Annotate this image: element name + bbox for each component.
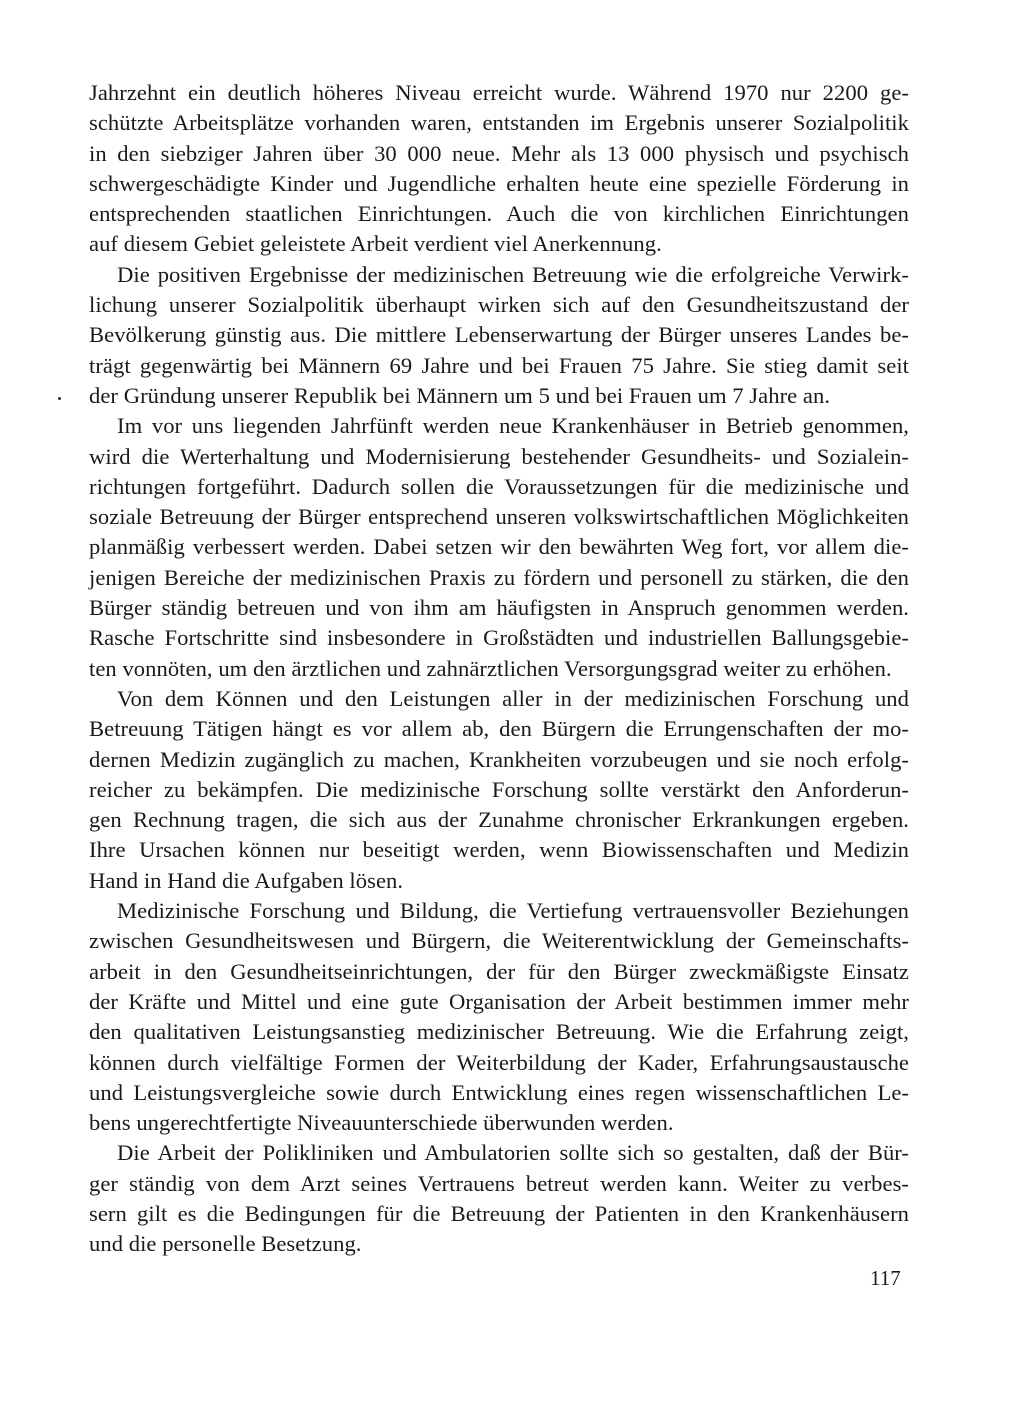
text-line: reicher zu bekämpfen. Die medizinische Forschung sollte verstärkt den Anforderun- <box>89 776 909 802</box>
text-line: auf diesem Gebiet geleistete Arbeit verdient viel Anerkennung. <box>89 231 662 257</box>
text-line: den qualitativen Leistungsanstieg medizinischer Betreuung. Wie die Erfahrung zeigt, <box>89 1019 909 1045</box>
text-line: ten vonnöten, um den ärztlichen und zahnärztlichen Versorgungsgrad weiter zu erhöhen. <box>89 655 892 681</box>
text-line: Jahrzehnt ein deutlich höheres Niveau erreicht wurde. Während 1970 nur 2200 ge- <box>89 80 909 105</box>
text-line: Die positiven Ergebnisse der medizinischen Betreuung wie die erfolgreiche Verwirk- <box>117 261 909 287</box>
text-line: der Kräfte und Mittel und eine gute Organisation der Arbeit bestimmen immer mehr <box>89 988 909 1014</box>
text-line: Von dem Können und den Leistungen aller in der medizinischen Forschung und <box>117 685 909 711</box>
text-line: lichung unserer Sozialpolitik überhaupt wirken sich auf den Gesundheitszustand der <box>89 292 909 318</box>
margin-mark <box>58 397 61 400</box>
paragraph <box>89 411 909 684</box>
text-line: dernen Medizin zugänglich zu machen, Krankheiten vorzubeugen und sie noch erfolg- <box>89 746 909 772</box>
paragraph <box>89 896 909 1138</box>
text-line: Medizinische Forschung und Bildung, die Vertiefung vertrauensvoller Beziehungen <box>117 898 909 924</box>
text-line: sern gilt es die Bedingungen für die Betreuung der Patienten in den Krankenhäusern <box>89 1200 909 1226</box>
body-text <box>89 78 909 1260</box>
text-line: können durch vielfältige Formen der Weiterbildung der Kader, Erfahrungsaustausche <box>89 1049 909 1075</box>
text-line: Hand in Hand die Aufgaben lösen. <box>89 867 404 893</box>
text-line: richtungen fortgeführt. Dadurch sollen die Voraussetzungen für die medizinische und <box>89 473 909 499</box>
page-number: 117 <box>870 1266 901 1290</box>
text-line: schützte Arbeitsplätze vorhanden waren, entstanden im Ergebnis unserer Sozialpolitik <box>89 110 909 136</box>
text-line: trägt gegenwärtig bei Männern 69 Jahre und bei Frauen 75 Jahre. Sie stieg damit seit <box>89 352 909 378</box>
text-line: wird die Werterhaltung und Modernisierung bestehender Gesundheits- und Sozialein- <box>89 443 909 469</box>
text-line: der Gründung unserer Republik bei Männern um 5 und bei Frauen um 7 Jahre an. <box>89 382 831 408</box>
text-line: Die Arbeit der Polikliniken und Ambulatorien sollte sich so gestalten, daß der Bür- <box>117 1140 909 1166</box>
text-line: Bürger ständig betreuen und von ihm am häufigsten in Anspruch genommen werden. <box>89 595 909 621</box>
text-line: soziale Betreuung der Bürger entsprechend unseren volkswirtschaftlichen Möglichkeiten <box>89 504 909 530</box>
text-line: arbeit in den Gesundheitseinrichtungen, der für den Bürger zweckmäßigste Einsatz <box>89 958 909 984</box>
text-line: gen Rechnung tragen, die sich aus der Zunahme chronischer Erkrankungen ergeben. <box>89 807 909 833</box>
text-line: ger ständig von dem Arzt seines Vertrauens betreut werden kann. Weiter zu verbes- <box>89 1170 909 1196</box>
text-line: Ihre Ursachen können nur beseitigt werden, wenn Biowissenschaften und Medizin <box>89 837 909 863</box>
text-line: entsprechenden staatlichen Einrichtungen. Auch die von kirchlichen Einrichtungen <box>89 201 909 227</box>
paragraph <box>89 1138 909 1259</box>
paragraph <box>89 684 909 896</box>
text-line: Im vor uns liegenden Jahrfünft werden neue Krankenhäuser in Betrieb genommen, <box>117 413 909 439</box>
text-line: schwergeschädigte Kinder und Jugendliche erhalten heute eine spezielle Förderung in <box>89 170 909 196</box>
text-line: Betreuung Tätigen hängt es vor allem ab, den Bürgern die Errungenschaften der mo- <box>89 716 909 742</box>
text-line: Rasche Fortschritte sind insbesondere in Großstädten und industriellen Ballungsgebie- <box>89 625 909 651</box>
paragraph <box>89 78 909 260</box>
text-line: bens ungerechtfertigte Niveauunterschiede überwunden werden. <box>89 1110 674 1136</box>
text-line: in den siebziger Jahren über 30 000 neue. Mehr als 13 000 physisch und psychisch <box>89 140 909 166</box>
text-line: Bevölkerung günstig aus. Die mittlere Lebenserwartung der Bürger unseres Landes be- <box>89 322 909 348</box>
text-line: und die personelle Besetzung. <box>89 1231 362 1257</box>
paragraph <box>89 260 909 411</box>
text-line: und Leistungsvergleiche sowie durch Entwicklung eines regen wissenschaftlichen Le- <box>89 1079 909 1105</box>
text-line: jenigen Bereiche der medizinischen Praxis zu fördern und personell zu stärken, die den <box>89 564 909 590</box>
text-line: zwischen Gesundheitswesen und Bürgern, die Weiterentwicklung der Gemeinschafts- <box>89 928 909 954</box>
text-line: planmäßig verbessert werden. Dabei setzen wir den bewährten Weg fort, vor allem die- <box>89 534 909 560</box>
